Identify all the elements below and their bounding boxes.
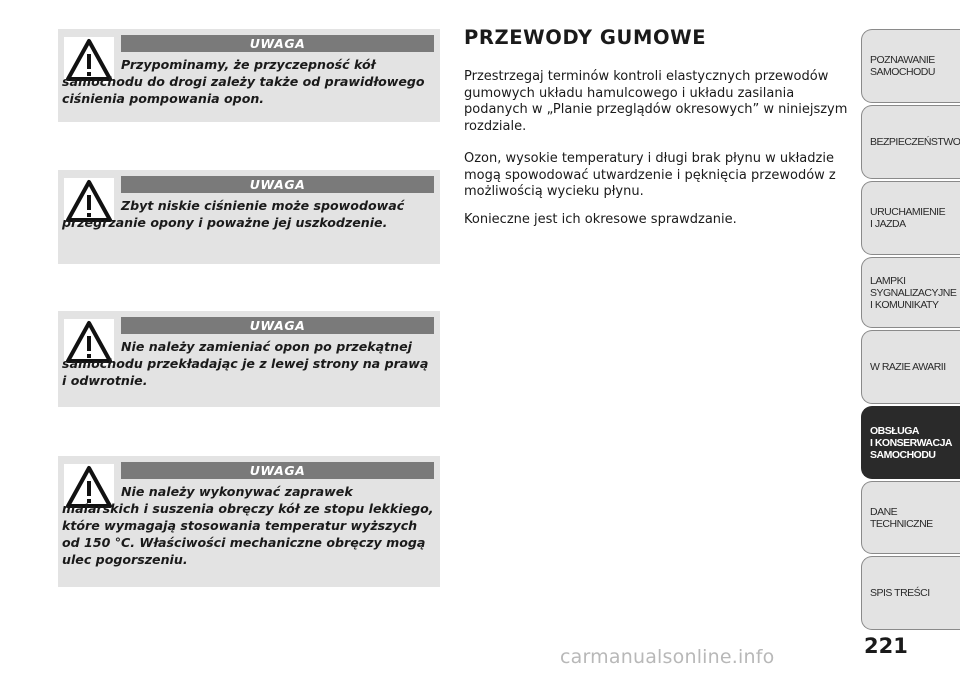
warning-text: Nie należy wykonywać zaprawek malarskich i suszenia obręczy kół ze stopu lekkiego, które wymagają stosowania temperatur wyższych od 150 °C. Właściwości mechaniczne obręczy mogą ulec pogorszeniu. <box>62 484 434 567</box>
warning-label: UWAGA <box>121 176 434 193</box>
sidebar-item-label: DANE TECHNICZNE <box>870 505 933 530</box>
warning-box-1 <box>58 29 440 122</box>
sidebar-item-w-razie-awarii[interactable] <box>861 330 960 404</box>
section-paragraph-3: Konieczne jest ich okresowe sprawdzanie. <box>464 212 737 227</box>
sidebar-item-spis-tresci[interactable] <box>861 556 960 630</box>
sidebar-item-obsluga[interactable] <box>861 406 960 479</box>
warning-label: UWAGA <box>121 35 434 52</box>
sidebar-item-label: OBSŁUGA I KONSERWACJA SAMOCHODU <box>870 424 952 461</box>
sidebar-item-uruchamienie[interactable] <box>861 181 960 255</box>
sidebar-item-label: POZNAWANIE SAMOCHODU <box>870 54 935 78</box>
warning-box-2 <box>58 170 440 264</box>
warning-label: UWAGA <box>121 462 434 479</box>
section-paragraph-1: Przestrzegaj terminów kontroli elastycznych przewodów gumowych układu hamulcowego i układu zasilania podanych w „Planie przeglądów okresowych” w niniejszym rozdziale. <box>464 69 848 134</box>
sidebar-item-label: BEZPIECZEŃSTWO <box>870 136 960 148</box>
page-number: 221 <box>864 634 908 658</box>
sidebar-item-label: LAMPKI SYGNALIZACYJNE I KOMUNIKATY <box>870 274 957 311</box>
section-title: PRZEWODY GUMOWE <box>464 26 707 49</box>
sidebar-item-dane-techniczne[interactable] <box>861 481 960 554</box>
section-paragraph-2: Ozon, wysokie temperatury i długi brak płynu w układzie mogą spowodować utwardzenie i pęknięcia przewodów z możliwością wycieku płynu. <box>464 151 836 199</box>
sidebar-item-bezpieczenstwo[interactable] <box>861 105 960 179</box>
watermark: carmanualsonline.info <box>560 646 775 668</box>
warning-box-3 <box>58 311 440 407</box>
warning-text: Nie należy zamieniać opon po przekątnej samochodu przekładając je z lewej strony na prawą i odwrotnie. <box>62 339 429 388</box>
sidebar-item-label: W RAZIE AWARII <box>870 361 946 373</box>
sidebar-item-label: URUCHAMIENIE I JAZDA <box>870 206 946 230</box>
warning-text: Zbyt niskie ciśnienie może spowodować przegrzanie opony i poważne jej uszkodzenie. <box>62 198 405 230</box>
sidebar-item-poznawanie[interactable] <box>861 29 960 103</box>
warning-text: Przypominamy, że przyczepność kół samochodu do drogi zależy także od prawidłowego ciśnienia pompowania opon. <box>62 57 425 106</box>
sidebar-item-lampki[interactable] <box>861 257 960 328</box>
warning-label: UWAGA <box>121 317 434 334</box>
sidebar-item-label: SPIS TREŚCI <box>870 587 930 599</box>
warning-box-4 <box>58 456 440 587</box>
